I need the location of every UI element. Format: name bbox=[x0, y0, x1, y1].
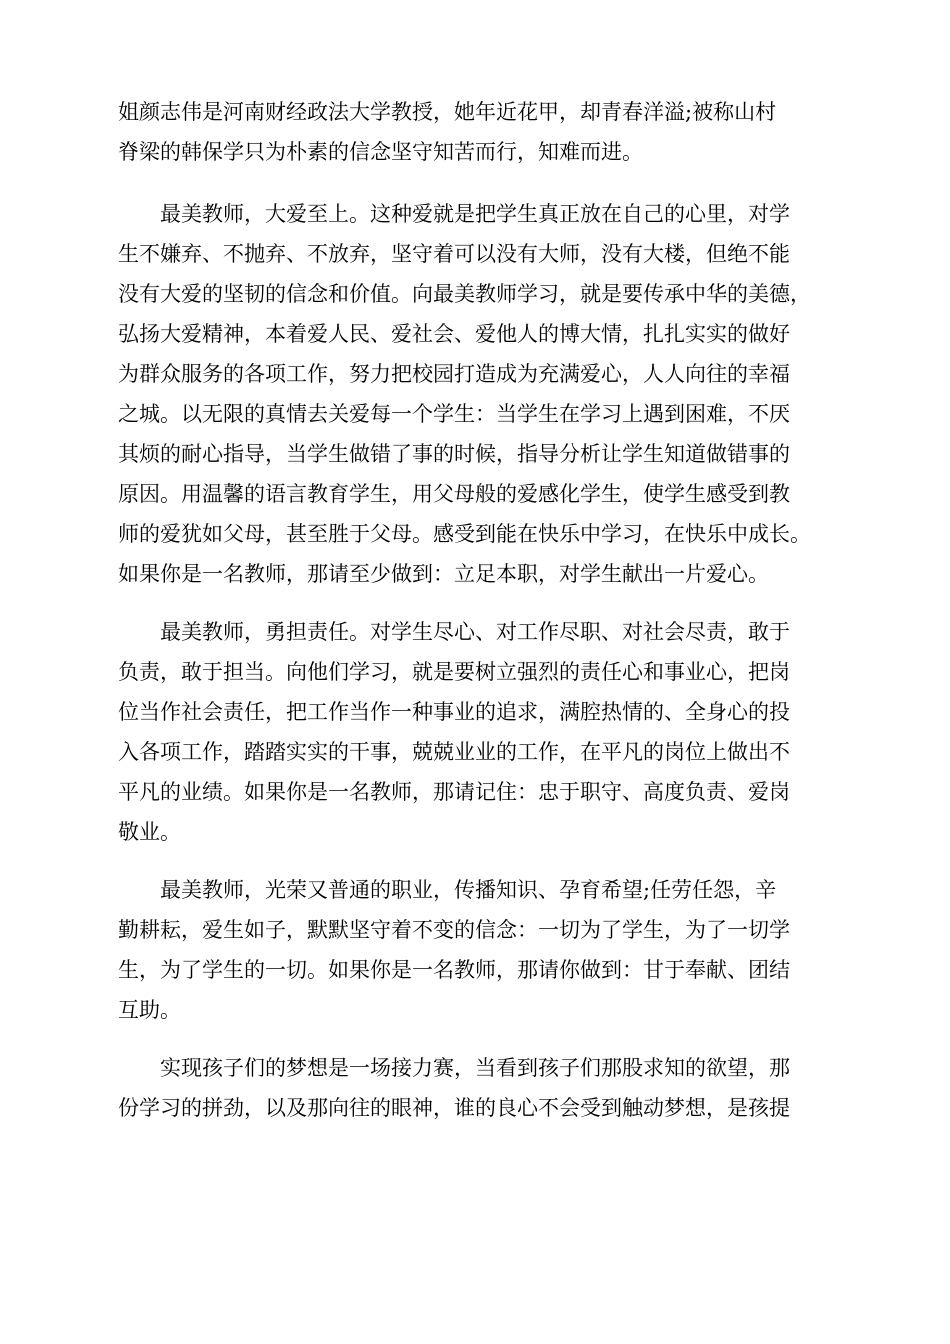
text-line: 原因。用温馨的语言教育学生，用父母般的爱感化学生，使学生感受到教 bbox=[118, 482, 790, 506]
text-line: 姐颜志伟是河南财经政法大学教授，她年近花甲，却青春洋溢;被称山村 bbox=[118, 100, 777, 124]
text-line: 弘扬大爱精神，本着爱人民、爱社会、爱他人的博大情，扎扎实实的做好 bbox=[118, 322, 790, 346]
text-line: 其烦的耐心指导，当学生做错了事的时候，指导分析让学生知道做错事的 bbox=[118, 442, 790, 466]
text-line: 如果你是一名教师，那请至少做到：立足本职，对学生献出一片爱心。 bbox=[118, 562, 769, 586]
paragraph-5 bbox=[118, 1048, 834, 1128]
text-line: 互助。 bbox=[118, 998, 181, 1022]
text-line: 之城。以无限的真情去关爱每一个学生：当学生在学习上遇到困难，不厌 bbox=[118, 402, 790, 426]
text-line: 最美教师，大爱至上。这种爱就是把学生真正放在自己的心里，对学 bbox=[118, 202, 790, 226]
text-line: 生不嫌弃、不抛弃、不放弃，坚守着可以没有大师，没有大楼，但绝不能 bbox=[118, 242, 790, 266]
paragraph-1 bbox=[118, 92, 834, 172]
text-line: 勤耕耘，爱生如子，默默坚守着不变的信念：一切为了学生，为了一切学 bbox=[118, 918, 790, 942]
text-line: 没有大爱的坚韧的信念和价值。向最美教师学习，就是要传承中华的美德， bbox=[118, 282, 811, 306]
text-line: 负责，敢于担当。向他们学习，就是要树立强烈的责任心和事业心，把岗 bbox=[118, 660, 790, 684]
text-line: 位当作社会责任，把工作当作一种事业的追求，满腔热情的、全身心的投 bbox=[118, 700, 790, 724]
paragraph-4 bbox=[118, 870, 834, 1030]
paragraph-2 bbox=[118, 194, 834, 594]
text-line: 脊梁的韩保学只为朴素的信念坚守知苦而行，知难而进。 bbox=[118, 140, 643, 164]
document-page bbox=[118, 92, 834, 1146]
text-line: 生，为了学生的一切。如果你是一名教师，那请你做到：甘于奉献、团结 bbox=[118, 958, 790, 982]
text-line: 最美教师，光荣又普通的职业，传播知识、孕育希望;任劳任怨，辛 bbox=[118, 878, 777, 902]
paragraph-3 bbox=[118, 612, 834, 852]
text-line: 为群众服务的各项工作，努力把校园打造成为充满爱心，人人向往的幸福 bbox=[118, 362, 790, 386]
text-line: 入各项工作，踏踏实实的干事，兢兢业业的工作，在平凡的岗位上做出不 bbox=[118, 740, 790, 764]
text-line: 平凡的业绩。如果你是一名教师，那请记住：忠于职守、高度负责、爱岗 bbox=[118, 780, 790, 804]
text-line: 最美教师，勇担责任。对学生尽心、对工作尽职、对社会尽责，敢于 bbox=[118, 620, 790, 644]
text-line: 师的爱犹如父母，甚至胜于父母。感受到能在快乐中学习，在快乐中成长。 bbox=[118, 522, 811, 546]
text-line: 敬业。 bbox=[118, 820, 181, 844]
text-line: 份学习的拼劲，以及那向往的眼神，谁的良心不会受到触动梦想，是孩提 bbox=[118, 1096, 790, 1120]
text-line: 实现孩子们的梦想是一场接力赛，当看到孩子们那股求知的欲望，那 bbox=[118, 1056, 790, 1080]
